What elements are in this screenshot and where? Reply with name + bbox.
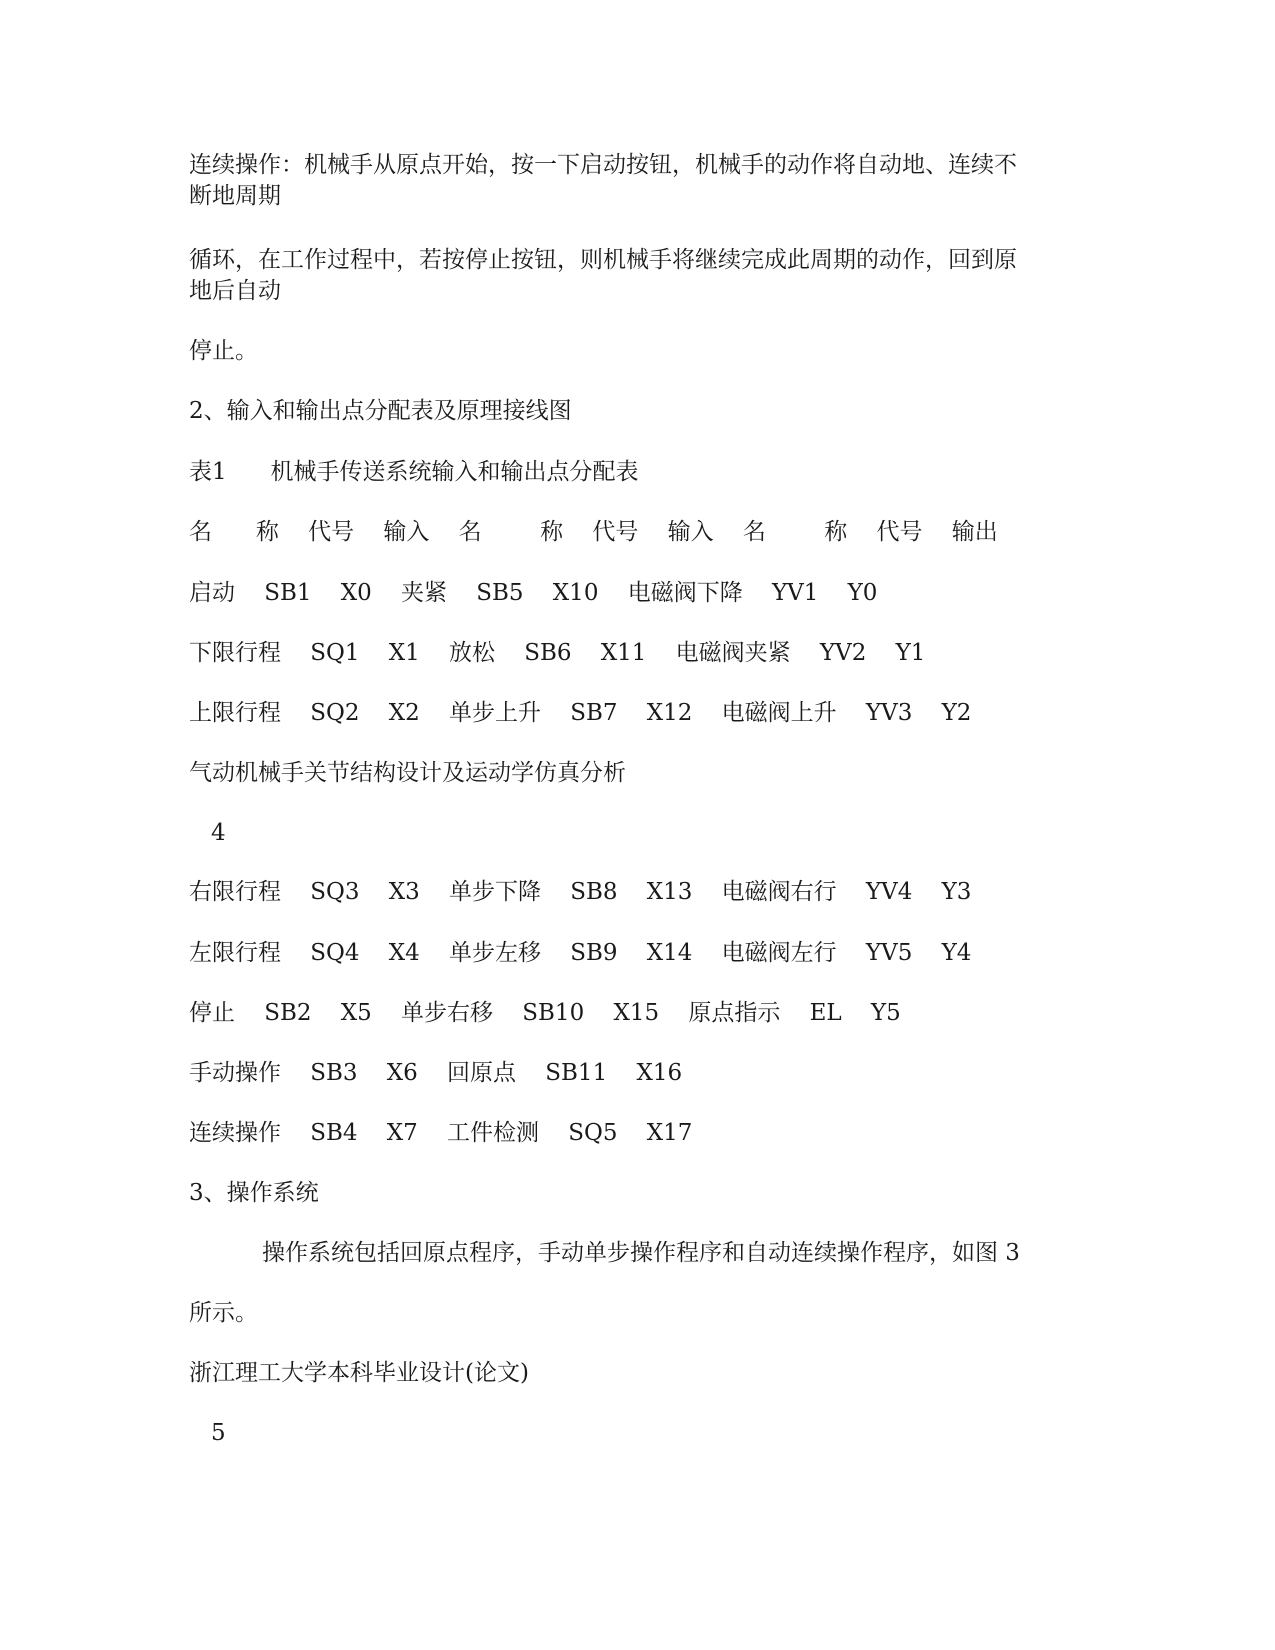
table-row: 上限行程 SQ2 X2 单步上升 SB7 X12 电磁阀上升 YV3 Y2 — [189, 700, 972, 726]
page-number: 4 — [211, 820, 226, 846]
running-title: 浙江理工大学本科毕业设计(论文) — [189, 1360, 529, 1386]
section-3-paragraph-line1: 操作系统包括回原点程序，手动单步操作程序和自动连续操作程序，如图 3 — [262, 1240, 1020, 1266]
section-3-paragraph-line2: 所示。 — [189, 1300, 258, 1326]
table-row: 连续操作 SB4 X7 工件检测 SQ5 X17 — [189, 1120, 693, 1146]
section-3-heading: 3、操作系统 — [189, 1180, 319, 1206]
paragraph-cycle-line1: 循环，在工作过程中，若按停止按钮，则机械手将继续完成此周期的动作，回到原 — [189, 247, 1017, 273]
table-row: 手动操作 SB3 X6 回原点 SB11 X16 — [189, 1060, 683, 1086]
paragraph-cycle-line2: 地后自动 — [189, 278, 281, 304]
paragraph-continuous-op-line2: 断地周期 — [189, 183, 281, 209]
table-row: 停止 SB2 X5 单步右移 SB10 X15 原点指示 EL Y5 — [189, 1000, 901, 1026]
table-row: 左限行程 SQ4 X4 单步左移 SB9 X14 电磁阀左行 YV5 Y4 — [189, 940, 972, 966]
running-title: 气动机械手关节结构设计及运动学仿真分析 — [189, 760, 626, 786]
page-number: 5 — [211, 1420, 226, 1446]
section-2-heading: 2、输入和输出点分配表及原理接线图 — [189, 398, 572, 424]
table-1-caption: 表1 机械手传送系统输入和输出点分配表 — [189, 459, 639, 485]
table-row: 启动 SB1 X0 夹紧 SB5 X10 电磁阀下降 YV1 Y0 — [189, 580, 878, 606]
paragraph-stop: 停止。 — [189, 338, 258, 364]
paragraph-continuous-op-line1: 连续操作：机械手从原点开始，按一下启动按钮，机械手的动作将自动地、连续不 — [189, 152, 1017, 178]
table-row: 下限行程 SQ1 X1 放松 SB6 X11 电磁阀夹紧 YV2 Y1 — [189, 640, 926, 666]
table-row: 右限行程 SQ3 X3 单步下降 SB8 X13 电磁阀右行 YV4 Y3 — [189, 879, 972, 905]
table-header-row: 名 称 代号 输入 名 称 代号 输入 名 称 代号 输出 — [189, 519, 998, 545]
